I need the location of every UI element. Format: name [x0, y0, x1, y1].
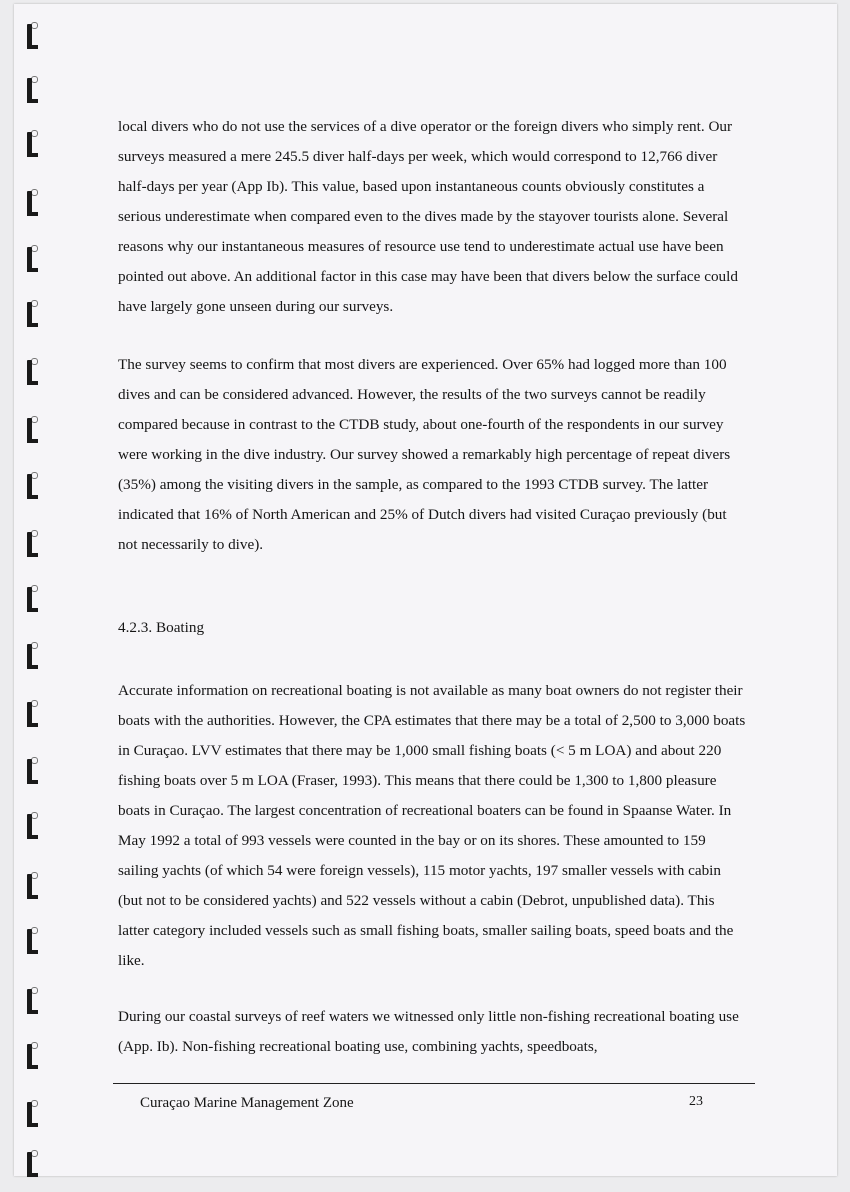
binding-ring	[22, 585, 38, 613]
binding-ring	[22, 472, 38, 500]
binding-ring	[22, 530, 38, 558]
binding-ring	[22, 642, 38, 670]
binding-ring	[22, 130, 38, 158]
paragraph-boating-info: Accurate information on recreational boating is not available as many boat owners do not register their boats with the authorities. However, the CPA estimates that there may be a total of 2,500 to 3,000 boats in Curaçao. LVV estimates that there may be 1,000 small fishing boats (< 5 m LOA) and about 220 fishing boats over 5 m LOA (Fraser, 1993). This means that there could be 1,300 to 1,800 pleasure boats in Curaçao. The largest concentration of recreational boaters can be found in Spaanse Water. In May 1992 a total of 993 vessels were counted in the bay or on its shores. These amounted to 159 sailing yachts (of which 54 were foreign vessels), 115 motor yachts, 197 smaller vessels with cabin (but not to be considered yachts) and 522 vessels without a cabin (Debrot, unpublished data). This latter category included vessels such as small fishing boats, smaller sailing boats, speed boats and the like.	[118, 682, 746, 969]
binding-ring	[22, 1100, 38, 1128]
footer-divider	[113, 1083, 755, 1084]
paragraph-diver-experience: The survey seems to confirm that most divers are experienced. Over 65% had logged more than 100 dives and can be considered advanced. However, the results of the two surveys cannot be readily compared because in contrast to the CTDB study, about one-fourth of the respondents in our survey were working in the dive industry. Our survey showed a remarkably high percentage of repeat divers (35%) among the visiting divers in the sample, as compared to the 1993 CTDB survey. The latter indicated that 16% of North American and 25% of Dutch divers had visited Curaçao previously (but not necessarily to dive).	[118, 356, 731, 553]
binding-ring	[22, 1042, 38, 1070]
binding-ring	[22, 812, 38, 840]
binding-ring	[22, 358, 38, 386]
page-number: 23	[689, 1094, 703, 1109]
footer-title: Curaçao Marine Management Zone	[140, 1095, 354, 1111]
binding-ring	[22, 757, 38, 785]
binding-ring	[22, 1150, 38, 1178]
binding-ring	[22, 22, 38, 50]
binding-ring	[22, 987, 38, 1015]
paragraph-coastal-surveys: During our coastal surveys of reef waters we witnessed only little non-fishing recreational boating use (App. Ib). Non-fishing recreational boating use, combining yachts, speedboats,	[118, 1008, 739, 1055]
binding-ring	[22, 700, 38, 728]
section-heading: 4.2.3. Boating	[118, 619, 205, 636]
binding-ring	[22, 927, 38, 955]
binding-ring	[22, 76, 38, 104]
binding-ring	[22, 416, 38, 444]
paragraph-diver-use: local divers who do not use the services of a dive operator or the foreign divers who simply rent. Our surveys measured a mere 245.5 diver half-days per week, which would correspond to 12,766 diver half-days per year (App Ib). This value, based upon instantaneous counts obviously constitutes a serious underestimate when compared even to the dives made by the stayover tourists alone. Several reasons why our instantaneous measures of resource use tend to underestimate actual use have been pointed out above. An additional factor in this case may have been that divers below the surface could have largely gone unseen during our surveys.	[118, 118, 738, 315]
binding-ring	[22, 872, 38, 900]
binding-ring	[22, 300, 38, 328]
spiral-binding	[22, 0, 52, 1192]
binding-ring	[22, 245, 38, 273]
binding-ring	[22, 189, 38, 217]
